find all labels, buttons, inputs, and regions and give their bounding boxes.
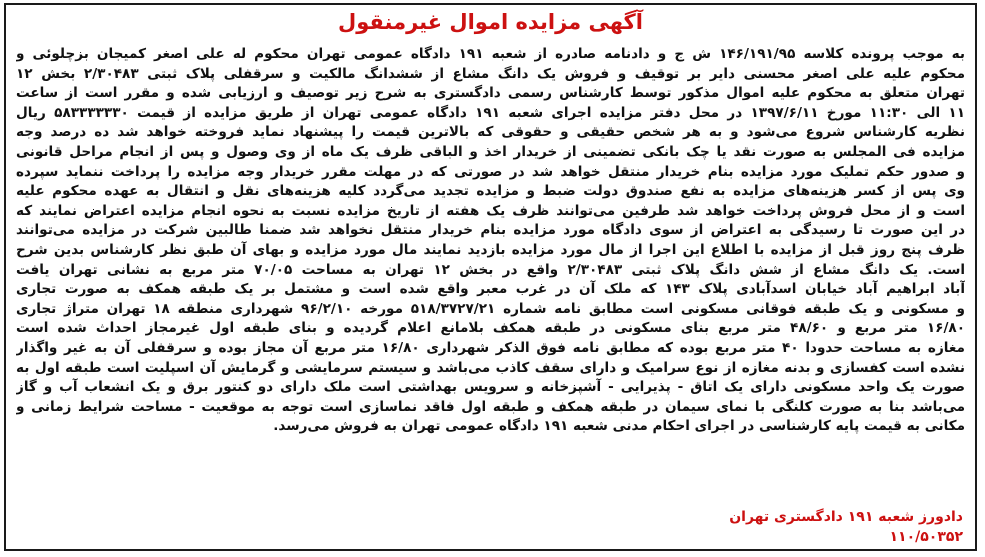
notice-title: آگهی مزایده اموال غیرمنقول: [338, 10, 643, 34]
notice-line: و صدور حکم تملیک مورد مزایده بنام خریدار منتقل خواهد شد در صورتی که در مهلت مقرر خریدار وجه مزایده را پرداخت ننماید سپرده: [16, 163, 965, 180]
notice-line: ظرف پنج روز قبل از مزایده با اطلاع این اجرا از مال مورد مزایده بازدید نمایند مال مورد مزایده و بهای آن طبق نظر کارشناس بدین شرح: [16, 241, 965, 258]
notice-line: است. یک دانگ مشاع از شش دانگ پلاک ثبتی ۲/۳۰۴۸۳ واقع در بخش ۱۲ تهران به مساحت ۷۰/۰۵ متر مربع به نشانی تهران یافت: [16, 261, 965, 278]
notice-line: به موجب پرونده کلاسه ۱۴۶/۱۹۱/۹۵ ش ج و دادنامه صادره از شعبه ۱۹۱ دادگاه عمومی تهران محکوم له علی اصغر کمیجان بزچلوئی و: [16, 46, 965, 62]
notice-line: ۱۱ الی ۱۱:۳۰ مورخ ۱۳۹۷/۶/۱۱ در محل دفتر مزایده اجرای شعبه ۱۹۱ دادگاه عمومی تهران از طریق مزایده از قیمت ۵۸۳۳۳۳۳۳۰ ریال: [16, 104, 965, 121]
notice-line: ۱۶/۸۰ متر مربع و ۴۸/۶۰ متر مربع بنای مسکونی در طبقه همکف بلامانع اعلام گردیده و بنای طبقه اول غیرمجاز احداث شده است: [16, 320, 965, 337]
notice-line: محکوم علیه علی اصغر محسنی دایر بر توقیف و فروش یک دانگ مشاع از ششدانگ مالکیت و سرقفلی پلاک ثبتی ۲/۳۰۴۸۳ بخش ۱۲: [16, 65, 965, 82]
notice-line: مکانی به قیمت پایه کارشناسی در اجرای احکام مدنی شعبه ۱۹۱ دادگاه عمومی تهران به فروش می‌رسد.: [273, 418, 965, 435]
notice-line: آباد ابراهیم آباد خیابان اسدآبادی پلاک ۱۴۳ که ملک آن در غرب معبر واقع شده است و مشتمل بر یک طبقه همکف به صورت تجاری: [16, 281, 965, 298]
notice-line: نظریه کارشناس شروع می‌شود و به هر شخص حقیقی و حقوقی که بالاترین قیمت را پیشنهاد نماید فروخته خواهد شد ده درصد وجه: [16, 124, 965, 141]
notice-line: مزایده فی المجلس به صورت نقد یا چک بانکی تضمینی از خریدار اخذ و الباقی ظرف یک ماه از وی وصول و پس از انجام مراحل قانونی: [16, 143, 965, 160]
signature: دادورز شعبه ۱۹۱ دادگستری تهران: [729, 509, 963, 525]
notice-line: است و از محل فروش پرداخت خواهد شد طرفین می‌توانند ظرف یک هفته از تاریخ مزایده نسبت به نحوه انجام مزایده اعتراض نمایند که: [16, 202, 965, 219]
notice-line: وی پس از کسر هزینه‌های مزایده به نفع صندوق دولت ضبط و مزایده تجدید می‌گردد کلیه هزینه‌های نقل و انتقال به عهده محکوم علیه: [16, 183, 965, 200]
notice-line: تهران متعلق به محکوم علیه اموال مذکور توسط کارشناس رسمی دادگستری به شرح زیر توصیف و ارزیابی شده و مقرر است از ساعت: [16, 85, 965, 102]
notice-line: مغازه به مساحت حدودا ۴۰ متر مربع بوده که مطابق نامه فوق الذکر شهرداری ۱۶/۸۰ متر مربع آن مجاز بوده و سرقفلی آن به غیر واگذار: [16, 339, 965, 356]
notice-code: ۱۱۰/۵۰۳۵۲: [889, 529, 963, 545]
notice-line: می‌باشد بنا به صورت کلنگی با نمای سیمان در طبقه همکف و طبقه اول فاقد نماسازی است توجه به موقعیت - مساحت شرایط زمانی و: [16, 398, 965, 415]
notice-line: و مسکونی و یک طبقه فوقانی مسکونی است مطابق نامه شماره ۵۱۸/۳۷۲۷/۲۱ مورخه ۹۶/۲/۱۰ شهرداری منطقه ۱۸ تهران متراژ تجاری: [16, 300, 965, 317]
legal-notice: [4, 3, 977, 551]
notice-body: [16, 45, 965, 437]
notice-line: صورت یک واحد مسکونی دارای یک اتاق - پذیرایی - آشپزخانه و سرویس بهداشتی است ملک دارای دو کنتور برق و یک انشعاب آب و گاز: [16, 379, 965, 396]
notice-line: در این صورت تا رسیدگی به اعتراض از سوی دادگاه مورد مزایده بنام خریدار منتقل نخواهد شد ضمنا طالبین شرکت در مزایده می‌توانند: [16, 222, 965, 239]
notice-line: نشده است کفسازی و بدنه مغازه از نوع سرامیک و دارای سقف کاذب می‌باشد و سیستم سرمایشی و گرمایش آن اسپلیت است طبقه اول به: [16, 359, 965, 376]
